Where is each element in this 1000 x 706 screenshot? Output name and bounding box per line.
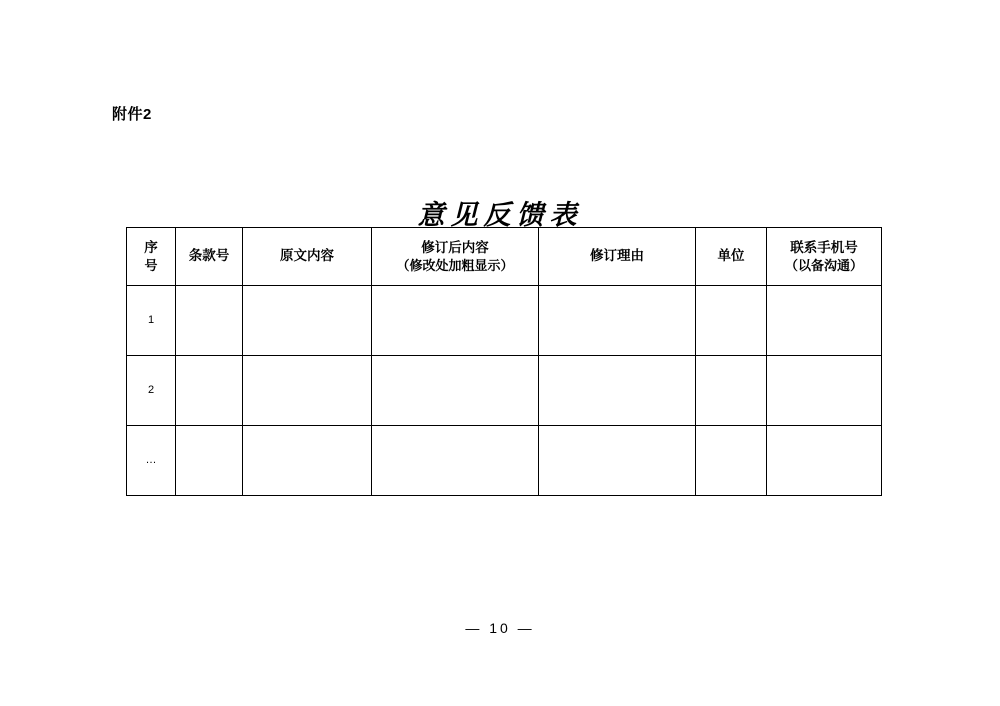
cell-unit[interactable] [696,356,767,426]
cell-item-no[interactable] [176,426,243,496]
column-header-phone-line2: （以备沟通） [784,257,863,273]
cell-phone[interactable] [767,356,882,426]
table-row [127,356,882,426]
column-header-unit-label: 单位 [717,248,745,264]
cell-phone[interactable] [767,286,882,356]
column-header-revised-line1: 修订后内容 [421,239,489,255]
table-row [127,426,882,496]
page-number: — 10 — [465,620,535,636]
column-header-seq [127,228,176,286]
cell-reason[interactable] [539,426,696,496]
cell-original[interactable] [243,356,372,426]
table-header [127,228,882,286]
table-header-row [127,228,882,286]
cell-unit[interactable] [696,286,767,356]
cell-reason[interactable] [539,286,696,356]
column-header-unit [696,228,767,286]
attachment-label: 附件2 [112,106,152,123]
column-header-phone-line1: 联系手机号 [790,239,858,255]
column-header-revised [372,228,539,286]
column-header-revised-line2: （修改处加粗显示） [396,257,514,273]
cell-revised[interactable] [372,356,539,426]
cell-seq: 1 [127,286,176,356]
feedback-table [126,227,882,496]
cell-revised[interactable] [372,426,539,496]
column-header-phone [767,228,882,286]
column-header-item-no [176,228,243,286]
column-header-reason-label: 修订理由 [590,248,644,264]
cell-item-no[interactable] [176,356,243,426]
cell-seq: 2 [127,356,176,426]
column-header-reason [539,228,696,286]
column-header-item-no-label: 条款号 [188,248,230,264]
column-header-original-label: 原文内容 [280,248,334,264]
cell-original[interactable] [243,426,372,496]
cell-phone[interactable] [767,426,882,496]
column-header-seq-line2: 号 [144,257,158,273]
feedback-table-wrapper [126,227,874,496]
column-header-original [243,228,372,286]
table-row [127,286,882,356]
page-title: 意见反馈表 [417,200,583,231]
cell-seq: … [127,426,176,496]
table-body [127,286,882,496]
cell-reason[interactable] [539,356,696,426]
cell-item-no[interactable] [176,286,243,356]
cell-unit[interactable] [696,426,767,496]
cell-revised[interactable] [372,286,539,356]
cell-original[interactable] [243,286,372,356]
column-header-seq-line1: 序 [144,239,158,255]
